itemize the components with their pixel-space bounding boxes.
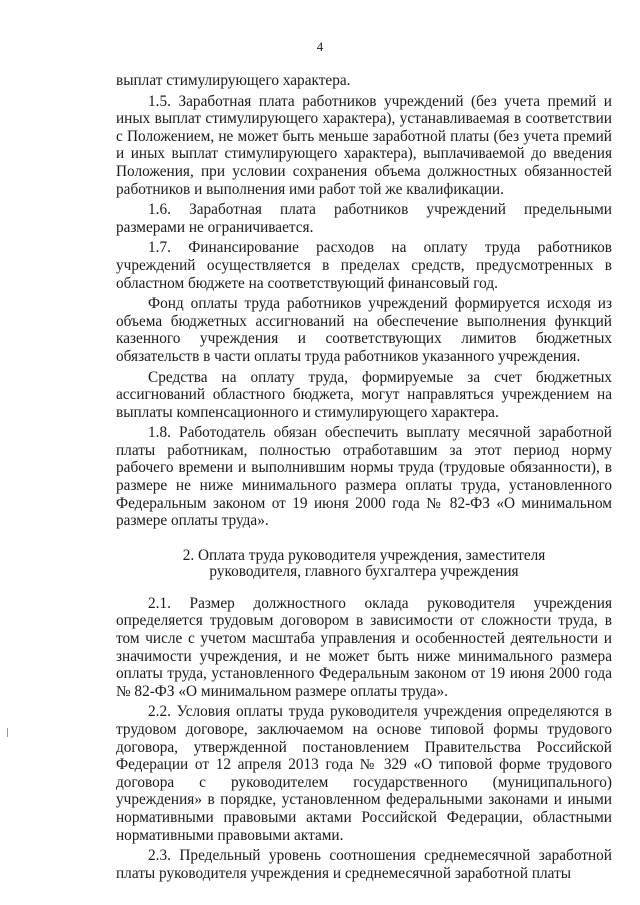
section-heading-line-1: 2. Оплата труда руководителя учреждения, заместителя	[182, 546, 546, 564]
scan-margin-mark	[7, 728, 8, 737]
paragraph-2-1: 2.1. Размер должностного оклада руководителя учреждения определяется трудовым договором в зависимости от сложности труда, в том числе с учетом масштаба управления и особенностей деятельности и значимости учреждения, и не может быть ниже минимального размера оплаты труда, установленного Федеральным законом от 19 июня 2000 года № 82-ФЗ «О минимальном размере оплаты труда».	[116, 594, 612, 700]
document-body	[116, 72, 612, 882]
paragraph-funds: Средства на оплату труда, формируемые за счет бюджетных ассигнований областного бюджета, могут направляться учреждением на выплаты компенсационного и стимулирующего характера.	[116, 368, 612, 421]
section-heading	[116, 548, 612, 580]
paragraph-1-8: 1.8. Работодатель обязан обеспечить выплату месячной заработной платы работникам, полностью отработавшим за этот период норму рабочего времени и выполнившим нормы труда (трудовые обязанности), в размере не ниже минимального размера оплаты труда, установленного Федеральным законом от 19 июня 2000 года № 82-ФЗ «О минимальном размере оплаты труда».	[116, 424, 612, 530]
paragraph-2-3: 2.3. Предельный уровень соотношения среднемесячной заработной платы руководителя учреждения и среднемесячной заработной платы	[116, 847, 612, 882]
section-heading-line-2: руководителя, главного бухгалтера учреждения	[209, 562, 519, 580]
page-number: 4	[316, 39, 324, 54]
paragraph-1-6: 1.6. Заработная плата работников учреждений предельными размерами не ограничивается.	[116, 201, 612, 236]
paragraph-2-2: 2.2. Условия оплаты труда руководителя учреждения определяются в трудовом договоре, заключаемом на основе типовой формы трудового договора, утвержденной постановлением Правительства Российской Федерации от 12 апреля 2013 года № 329 «О типовой форме трудового договора с руководителем государственного (муниципального) учреждения» в порядке, установленном федеральными законами и иными нормативными правовыми актами Российской Федерации, областными нормативными правовыми актами.	[116, 703, 612, 844]
paragraph-1-7: 1.7. Финансирование расходов на оплату труда работников учреждений осуществляется в пределах средств, предусмотренных в областном бюджете на соответствующий финансовый год.	[116, 239, 612, 292]
paragraph-wage-fund: Фонд оплаты труда работников учреждений формируется исходя из объема бюджетных ассигнований на обеспечение выполнения функций казенного учреждения и соответствующих лимитов бюджетных обязательств в части оплаты труда работников указанного учреждения.	[116, 295, 612, 365]
paragraph-1-5: 1.5. Заработная плата работников учреждений (без учета премий и иных выплат стимулирующего характера), устанавливаемая в соответствии с Положением, не может быть меньше заработной платы (без учета премий и иных выплат стимулирующего характера), выплачиваемой до введения Положения, при условии сохранения объема должностных обязанностей работников и выполнения ими работ той же квалификации.	[116, 92, 612, 198]
paragraph-continuation: выплат стимулирующего характера.	[116, 72, 351, 89]
